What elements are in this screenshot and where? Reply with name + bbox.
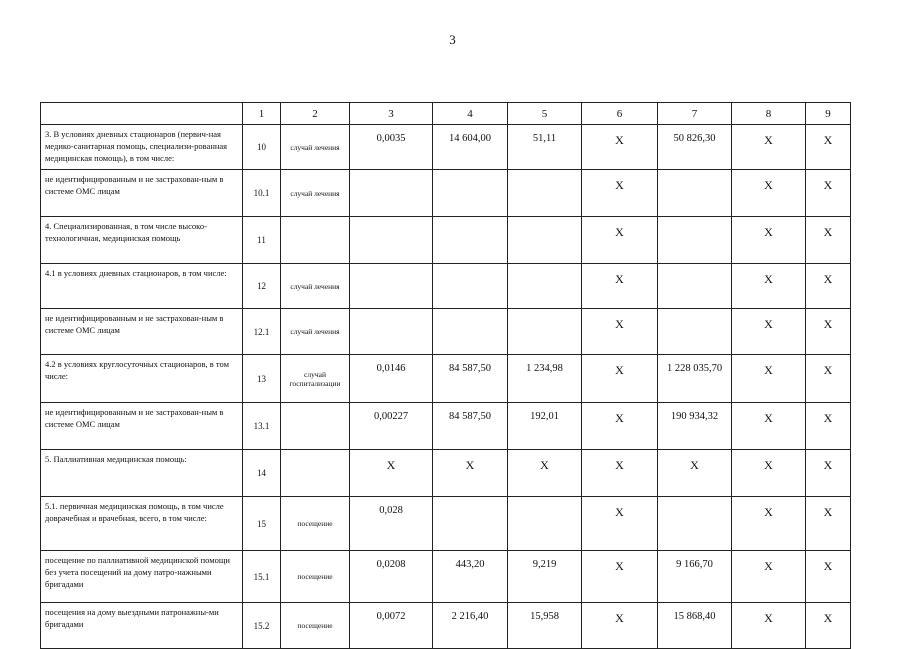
col6-cell: X bbox=[582, 355, 658, 403]
row-unit-cell: случай госпитализации bbox=[281, 355, 350, 403]
col9-cell: X bbox=[806, 264, 851, 309]
col8-cell: X bbox=[732, 450, 806, 497]
header-cell: 6 bbox=[582, 103, 658, 125]
row-name-cell: не идентифицированным и не застрахован-ным в системе ОМС лицам bbox=[41, 170, 243, 217]
table-row bbox=[41, 170, 851, 217]
col4-cell bbox=[433, 217, 508, 264]
col4-cell: 443,20 bbox=[433, 551, 508, 603]
table-row bbox=[41, 125, 851, 170]
col7-cell bbox=[658, 217, 732, 264]
col3-cell: 0,0146 bbox=[350, 355, 433, 403]
table-row bbox=[41, 355, 851, 403]
col3-cell: 0,0035 bbox=[350, 125, 433, 170]
table-row bbox=[41, 264, 851, 309]
col8-cell: X bbox=[732, 403, 806, 450]
table-row bbox=[41, 497, 851, 551]
header-cell: 5 bbox=[508, 103, 582, 125]
col9-cell: X bbox=[806, 125, 851, 170]
row-name-cell: посещения на дому выездными патронажны-ми бригадами bbox=[41, 603, 243, 649]
col6-cell: X bbox=[582, 403, 658, 450]
col8-cell: X bbox=[732, 497, 806, 551]
col3-cell bbox=[350, 264, 433, 309]
row-unit-cell: посещение bbox=[281, 497, 350, 551]
row-name-cell: 4.1 в условиях дневных стационаров, в том числе: bbox=[41, 264, 243, 309]
header-cell: 7 bbox=[658, 103, 732, 125]
col3-cell: 0,00227 bbox=[350, 403, 433, 450]
col5-cell: 192,01 bbox=[508, 403, 582, 450]
table-row bbox=[41, 551, 851, 603]
row-code-cell: 10 bbox=[243, 125, 281, 170]
table-row bbox=[41, 603, 851, 649]
header-cell: 1 bbox=[243, 103, 281, 125]
col8-cell: X bbox=[732, 355, 806, 403]
col9-cell: X bbox=[806, 170, 851, 217]
row-code-cell: 15 bbox=[243, 497, 281, 551]
col4-cell: 2 216,40 bbox=[433, 603, 508, 649]
col3-cell bbox=[350, 309, 433, 355]
row-unit-cell bbox=[281, 403, 350, 450]
table-row bbox=[41, 217, 851, 264]
col4-cell bbox=[433, 497, 508, 551]
col8-cell: X bbox=[732, 603, 806, 649]
col6-cell: X bbox=[582, 309, 658, 355]
col7-cell: 190 934,32 bbox=[658, 403, 732, 450]
col4-cell: 14 604,00 bbox=[433, 125, 508, 170]
table-header-row bbox=[41, 103, 851, 125]
col7-cell bbox=[658, 264, 732, 309]
col3-cell bbox=[350, 170, 433, 217]
row-name-cell: 3. В условиях дневных стационаров (первич-ная медико-санитарная помощь, специализи-рованная медицинская помощь), в том числе: bbox=[41, 125, 243, 170]
col7-cell: X bbox=[658, 450, 732, 497]
col7-cell: 15 868,40 bbox=[658, 603, 732, 649]
col6-cell: X bbox=[582, 497, 658, 551]
col7-cell: 1 228 035,70 bbox=[658, 355, 732, 403]
col7-cell bbox=[658, 170, 732, 217]
row-code-cell: 14 bbox=[243, 450, 281, 497]
row-unit-cell: посещение bbox=[281, 603, 350, 649]
col3-cell: 0,0072 bbox=[350, 603, 433, 649]
col5-cell: 15,958 bbox=[508, 603, 582, 649]
col6-cell: X bbox=[582, 170, 658, 217]
row-code-cell: 15.2 bbox=[243, 603, 281, 649]
col6-cell: X bbox=[582, 125, 658, 170]
col3-cell bbox=[350, 217, 433, 264]
col4-cell: 84 587,50 bbox=[433, 403, 508, 450]
header-cell: 9 bbox=[806, 103, 851, 125]
row-unit-cell: случай лечения bbox=[281, 264, 350, 309]
row-unit-cell: случай лечения bbox=[281, 309, 350, 355]
col6-cell: X bbox=[582, 551, 658, 603]
col5-cell bbox=[508, 217, 582, 264]
row-name-cell: 5. Паллиативная медицинская помощь: bbox=[41, 450, 243, 497]
col3-cell: 0,0208 bbox=[350, 551, 433, 603]
header-cell: 4 bbox=[433, 103, 508, 125]
col4-cell bbox=[433, 264, 508, 309]
col4-cell: 84 587,50 bbox=[433, 355, 508, 403]
col8-cell: X bbox=[732, 170, 806, 217]
col8-cell: X bbox=[732, 309, 806, 355]
row-code-cell: 11 bbox=[243, 217, 281, 264]
row-name-cell: посещение по паллиативной медицинской помощи без учета посещений на дому патро-нажными бригадами bbox=[41, 551, 243, 603]
table-row bbox=[41, 450, 851, 497]
col6-cell: X bbox=[582, 603, 658, 649]
col3-cell: X bbox=[350, 450, 433, 497]
row-name-cell: не идентифицированным и не застрахован-ным в системе ОМС лицам bbox=[41, 309, 243, 355]
col7-cell bbox=[658, 497, 732, 551]
row-code-cell: 12 bbox=[243, 264, 281, 309]
row-unit-cell: посещение bbox=[281, 551, 350, 603]
col9-cell: X bbox=[806, 450, 851, 497]
col9-cell: X bbox=[806, 497, 851, 551]
col5-cell bbox=[508, 497, 582, 551]
row-name-cell: 5.1. первичная медицинская помощь, в том числе доврачебная и врачебная, всего, в том числе: bbox=[41, 497, 243, 551]
col5-cell: 51,11 bbox=[508, 125, 582, 170]
col6-cell: X bbox=[582, 264, 658, 309]
col9-cell: X bbox=[806, 603, 851, 649]
col5-cell: X bbox=[508, 450, 582, 497]
row-code-cell: 10.1 bbox=[243, 170, 281, 217]
col8-cell: X bbox=[732, 125, 806, 170]
col8-cell: X bbox=[732, 217, 806, 264]
row-code-cell: 15.1 bbox=[243, 551, 281, 603]
tariff-table bbox=[40, 102, 851, 649]
col7-cell: 50 826,30 bbox=[658, 125, 732, 170]
col5-cell bbox=[508, 309, 582, 355]
col9-cell: X bbox=[806, 355, 851, 403]
col7-cell: 9 166,70 bbox=[658, 551, 732, 603]
row-code-cell: 13.1 bbox=[243, 403, 281, 450]
col4-cell bbox=[433, 309, 508, 355]
col9-cell: X bbox=[806, 551, 851, 603]
col7-cell bbox=[658, 309, 732, 355]
row-name-cell: 4. Специализированная, в том числе высоко-технологичная, медицинская помощь bbox=[41, 217, 243, 264]
col3-cell: 0,028 bbox=[350, 497, 433, 551]
row-name-cell: не идентифицированным и не застрахован-ным в системе ОМС лицам bbox=[41, 403, 243, 450]
col4-cell: X bbox=[433, 450, 508, 497]
row-unit-cell bbox=[281, 217, 350, 264]
col4-cell bbox=[433, 170, 508, 217]
col5-cell bbox=[508, 264, 582, 309]
header-cell bbox=[41, 103, 243, 125]
col8-cell: X bbox=[732, 264, 806, 309]
col9-cell: X bbox=[806, 403, 851, 450]
col5-cell: 1 234,98 bbox=[508, 355, 582, 403]
col9-cell: X bbox=[806, 217, 851, 264]
row-unit-cell: случай лечения bbox=[281, 170, 350, 217]
row-code-cell: 13 bbox=[243, 355, 281, 403]
col6-cell: X bbox=[582, 217, 658, 264]
row-code-cell: 12.1 bbox=[243, 309, 281, 355]
col8-cell: X bbox=[732, 551, 806, 603]
col5-cell bbox=[508, 170, 582, 217]
page-number: 3 bbox=[449, 32, 456, 47]
table-row bbox=[41, 309, 851, 355]
header-cell: 2 bbox=[281, 103, 350, 125]
row-unit-cell bbox=[281, 450, 350, 497]
header-cell: 3 bbox=[350, 103, 433, 125]
col6-cell: X bbox=[582, 450, 658, 497]
header-cell: 8 bbox=[732, 103, 806, 125]
row-unit-cell: случай лечения bbox=[281, 125, 350, 170]
table-row bbox=[41, 403, 851, 450]
col5-cell: 9,219 bbox=[508, 551, 582, 603]
row-name-cell: 4.2 в условиях круглосуточных стационаров, в том числе: bbox=[41, 355, 243, 403]
col9-cell: X bbox=[806, 309, 851, 355]
